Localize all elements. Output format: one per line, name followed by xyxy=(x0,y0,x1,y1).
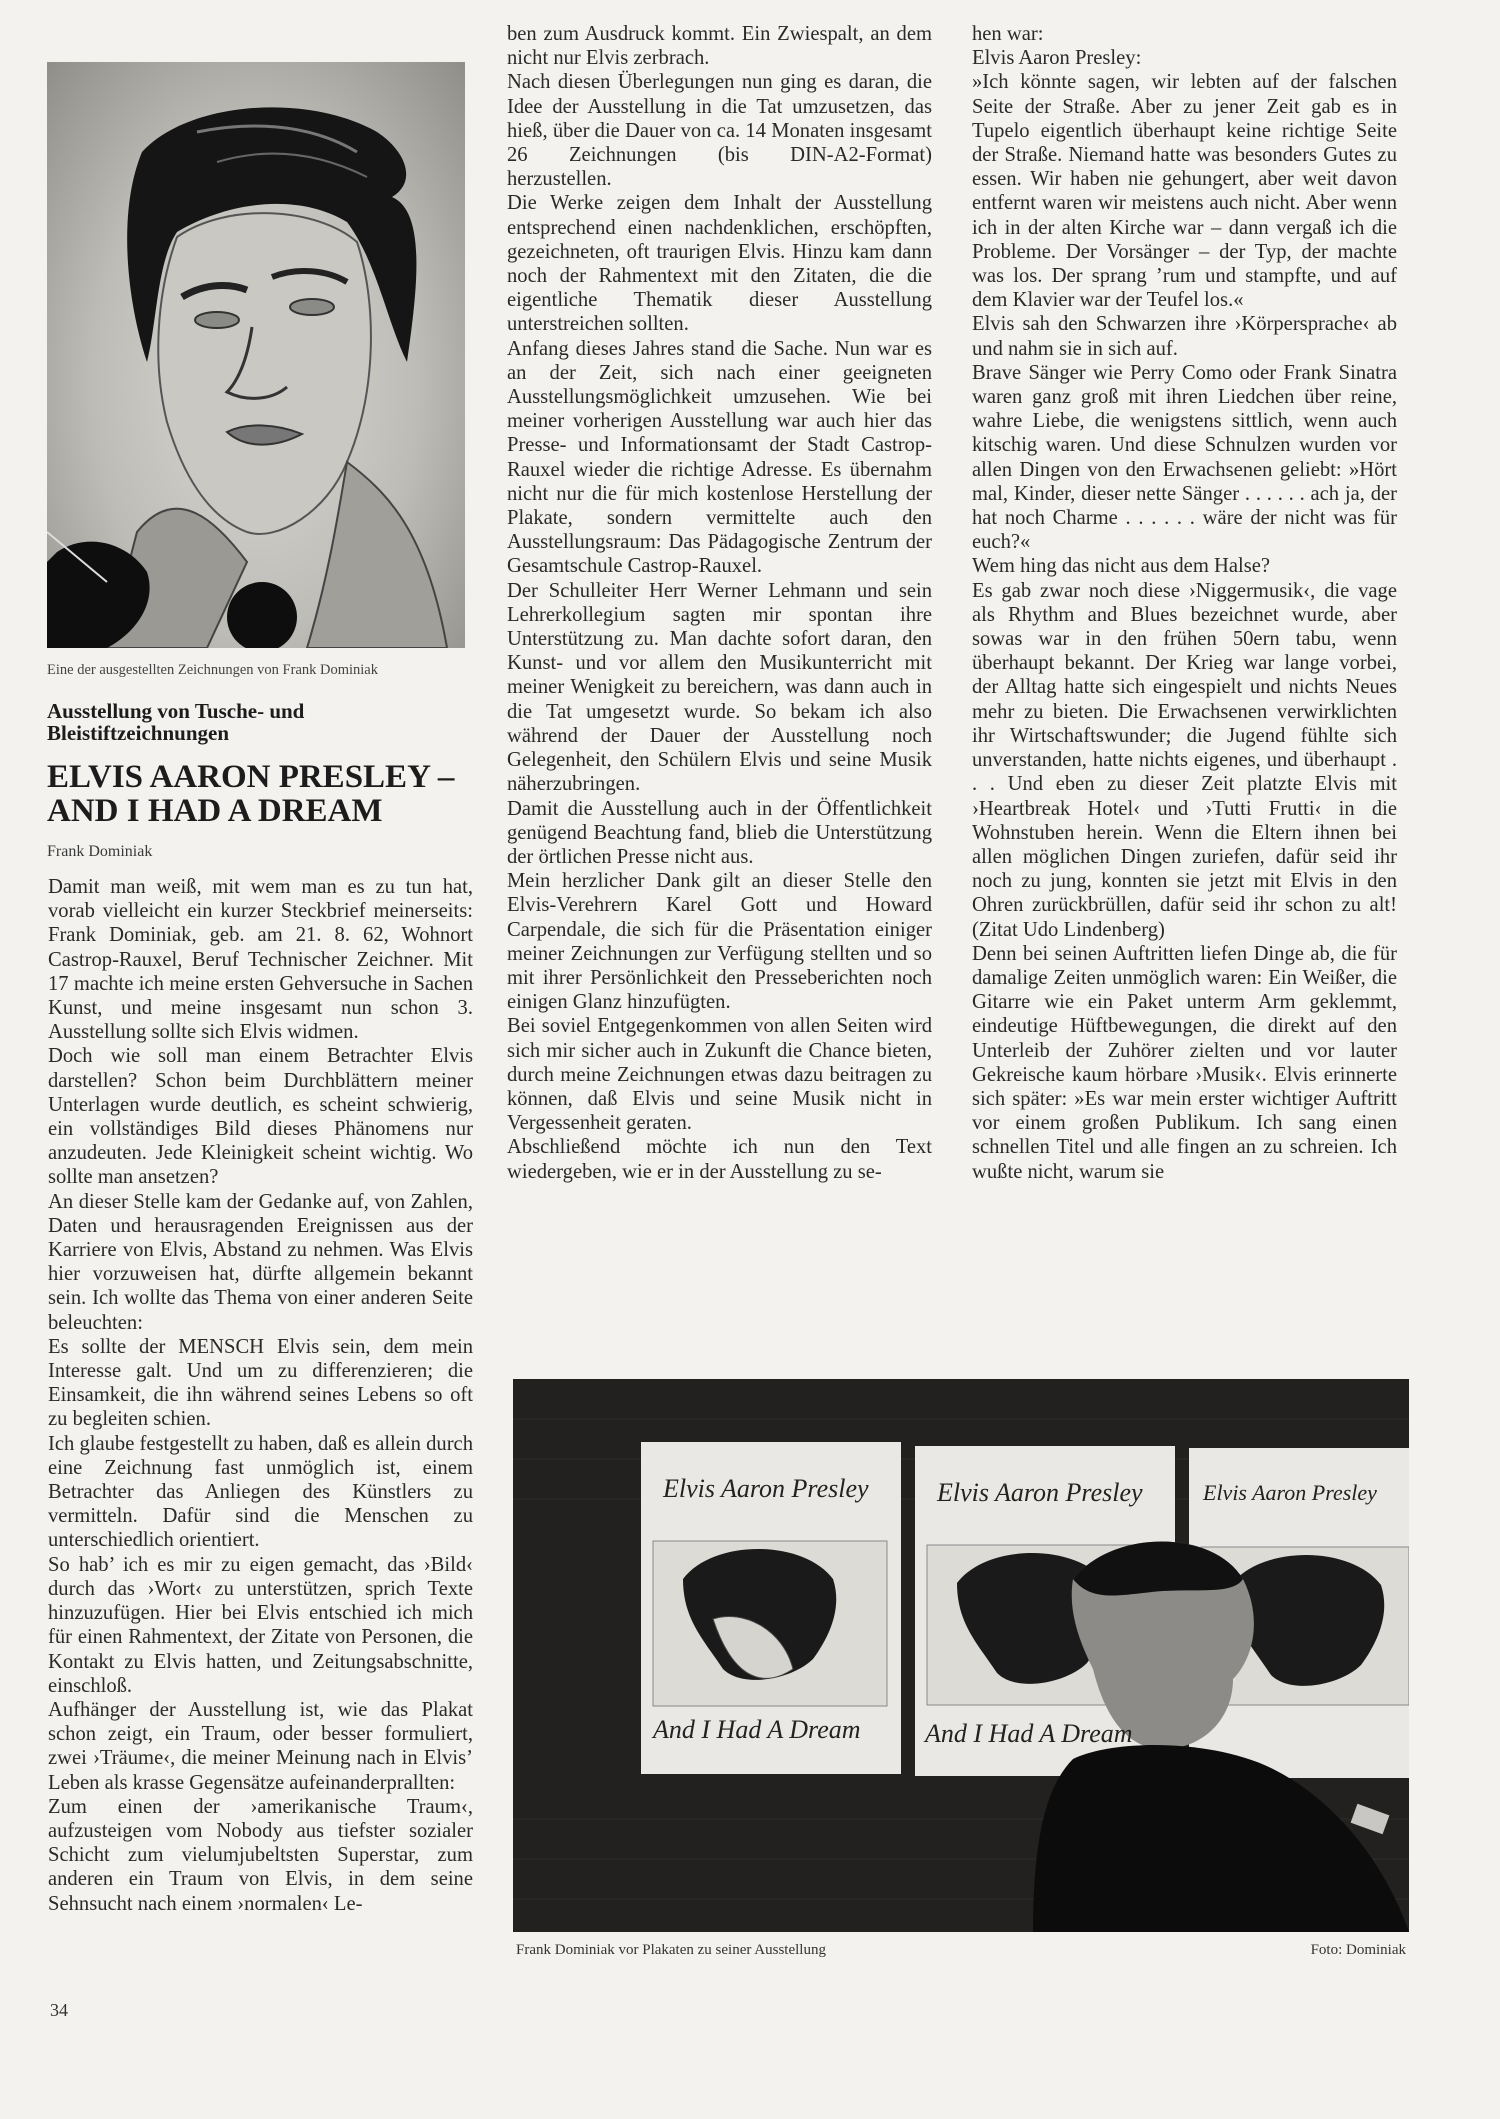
paragraph: Mein herzlicher Dank gilt an dieser Stelle den Elvis-Verehrern Karel Gott und Howard Carpendale, die sich für die Präsentation einiger meiner Zeichnungen zur Verfügung stellten und so mit ihrer Persönlichkeit den Presseberichten noch einigen Glanz hinzufügten. xyxy=(507,870,932,1014)
poster-title: Elvis Aaron Presley xyxy=(1203,1480,1377,1505)
elvis-portrait-drawing xyxy=(47,62,465,648)
paragraph: Wem hing das nicht aus dem Halse? xyxy=(972,555,1271,578)
drawing-caption: Eine der ausgestellten Zeichnungen von Frank Dominiak xyxy=(47,662,378,678)
paragraph: Anfang dieses Jahres stand die Sache. Nun war es an der Zeit, sich nach einer geeigneten Ausstellungsmöglichkeit umzusehen. Wie bei meiner vorherigen Ausstellung war auch hier das Presse- und Informationsamt der Stadt Castrop-Rauxel wieder die richtige Adresse. Es übernahm nicht nur die für mich kostenlose Herstellung der Plakate, sondern vermittelte auch den Ausstellungsraum: Das Pädagogische Zentrum der Gesamtschule Castrop-Rauxel. xyxy=(507,337,932,578)
article-column-3 xyxy=(972,22,1397,1184)
exhibition-photo xyxy=(513,1379,1409,1932)
poster-subtitle: And I Had A Dream xyxy=(653,1715,861,1744)
paragraph: Denn bei seinen Auftritten liefen Dinge ab, die für damalige Zeiten unmöglich waren: Ein Weißer, die Gitarre wie ein Paket unterm Arm geklemmt, eindeutige Hüftbewegungen, die direkt auf den Unterleib der Zuhörer zielten und vor lauter Gekreische kaum hörbare ›Musik‹. Elvis erinnerte sich später: »Es war mein erster wichtiger Auftritt vor einem großen Publikum. Ich sang einen schnellen Titel und alle fingen an zu schreien. Ich wußte nicht, warum sie xyxy=(972,942,1397,1183)
paragraph: Nach diesen Überlegungen nun ging es daran, die Idee der Ausstellung in die Tat umzusetzen, das hieß, über die Dauer von ca. 14 Monaten insgesamt 26 Zeichnungen (bis DIN-A2-Format) herzustellen. xyxy=(507,71,932,191)
photo-caption: Frank Dominiak vor Plakaten zu seiner Ausstellung xyxy=(516,1942,826,1958)
paragraph: Damit man weiß, mit wem man es zu tun hat, vorab vielleicht ein kurzer Steckbrief meinerseits: Frank Dominiak, geb. am 21. 8. 62, Wohnort Castrop-Rauxel, Beruf Technischer Zeichner. Mit 17 machte ich meine ersten Gehversuche in Sachen Kunst, und meine insgesamt nun schon 3. Ausstellung sollte sich Elvis widmen. xyxy=(48,876,473,1044)
poster-title: Elvis Aaron Presley xyxy=(937,1478,1143,1507)
paragraph: Aufhänger der Ausstellung ist, wie das Plakat schon zeigt, ein Traum, oder besser formuliert, zwei ›Träume‹, die meiner Meinung nach in Elvis’ Leben als krasse Gegensätze aufeinanderprallten: xyxy=(48,1698,473,1794)
photo-credit: Foto: Dominiak xyxy=(1310,1942,1406,1958)
paragraph: Ich glaube festgestellt zu haben, daß es allein durch eine Zeichnung fast unmöglich ist, einem Betrachter das Anliegen des Künstlers zu vermitteln. Dafür sind die Menschen zu unterschiedlich orientiert. xyxy=(48,1432,473,1552)
paragraph: »Ich könnte sagen, wir lebten auf der falschen Seite der Straße. Aber zu jener Zeit gab es in Tupelo eigentlich überhaupt keine richtige Seite der Straße. Niemand hatte was besonders Gutes zu essen. Wir haben nie gehungert, aber weit davon entfernt waren wir meistens auch nicht. Aber wenn ich in der alten Kirche war – dann vergaß ich die Probleme. Der Vorsänger – der Typ, der machte was los. Der sprang ’rum und stampfte, und auf dem Klavier war der Teufel los.« xyxy=(972,71,1397,312)
article-headline: ELVIS AARON PRESLEY – AND I HAD A DREAM xyxy=(47,759,455,829)
paragraph: So hab’ ich es mir zu eigen gemacht, das ›Bild‹ durch das ›Wort‹ zu unterstützen, sprich Texte hinzuzufügen. Hier bei Elvis entschied ich mich für einen Rahmentext, der Zitate von Personen, die Kontakt zu Elvis hatten, und Zeitungsabschnitte, einschloß. xyxy=(48,1553,473,1697)
article-byline: Frank Dominiak xyxy=(47,843,153,860)
paragraph: Elvis Aaron Presley: xyxy=(972,47,1142,70)
paragraph: Es gab zwar noch diese ›Niggermusik‹, die vage als Rhythm and Blues bezeichnet wurde, aber sowas war in den frühen 50ern tabu, wenn überhaupt bekannt. Der Krieg war lange vorbei, der Alltag hatte sich eingespielt und nichts Neues mehr zu bieten. Die Erwachsenen verwirklichten ihr Wirtschaftswunder; die Jugend fühlte sich unverstanden, hatte nichts eigenes, und überhaupt . . . Und eben zu dieser Zeit platzte Elvis mit ›Heartbreak Hotel‹ und ›Tutti Frutti‹ in die Wohnstuben herein. Wenn die Eltern ihnen bei allen möglichen Dingen zuriefen, dafür seid ihr noch zu jung, konnten sie jetzt mit Elvis in den Ohren zurückbrüllen, dafür seid ihr schon zu alt! (Zitat Udo Lindenberg) xyxy=(972,579,1397,941)
paragraph: Elvis sah den Schwarzen ihre ›Körpersprache‹ ab und nahm sie in sich auf. xyxy=(972,313,1397,360)
paragraph: An dieser Stelle kam der Gedanke auf, von Zahlen, Daten und herausragenden Ereignissen aus der Karriere von Elvis, Abstand zu nehmen. Was Elvis hier vorzuweisen hat, dürfte allgemein bekannt sein. Ich wollte das Thema von einer anderen Seite beleuchten: xyxy=(48,1190,473,1334)
paragraph: ben zum Ausdruck kommt. Ein Zwiespalt, an dem nicht nur Elvis zerbrach. xyxy=(507,23,932,70)
paragraph: Damit die Ausstellung auch in der Öffentlichkeit genügend Beachtung fand, blieb die Unterstützung der örtlichen Presse nicht aus. xyxy=(507,797,932,868)
paragraph: Abschließend möchte ich nun den Text wiedergeben, wie er in der Ausstellung zu se- xyxy=(507,1136,932,1183)
paragraph: Brave Sänger wie Perry Como oder Frank Sinatra waren ganz groß mit ihren Liedchen über reine, wahre Liebe, die wenigstens sittlich, wenn auch kitschig waren. Und diese Schnulzen wurden vor allen Dingen von den Erwachsenen geliebt: »Hört mal, Kinder, dieser nette Sänger . . . . . . ach ja, der hat noch Charme . . . . . . wäre der nicht was für euch?« xyxy=(972,361,1397,554)
paragraph: Es sollte der MENSCH Elvis sein, dem mein Interesse galt. Und um zu differenzieren; die Einsamkeit, die ihn während seines Lebens so oft zu begleiten schien. xyxy=(48,1335,473,1431)
paragraph: hen war: xyxy=(972,23,1044,45)
article-column-1 xyxy=(48,875,473,1916)
paragraph: Die Werke zeigen dem Inhalt der Ausstellung entsprechend einen nachdenklichen, erschöpften, gezeichneten, oft traurigen Elvis. Hinzu kam dann noch der Rahmentext mit den Zitaten, die die eigentliche Thematik dieser Ausstellung unterstreichen sollten. xyxy=(507,192,932,336)
article-kicker: Ausstellung von Tusche- und Bleistiftzeichnungen xyxy=(47,699,305,745)
paragraph: Bei soviel Entgegenkommen von allen Seiten wird sich mir sicher auch in Zukunft die Chance bieten, durch meine Zeichnungen etwas dazu beitragen zu können, daß Elvis und seine Musik nicht in Vergessenheit geraten. xyxy=(507,1015,932,1135)
paragraph: Der Schulleiter Herr Werner Lehmann und sein Lehrerkollegium sagten mir spontan ihre Unterstützung zu. Man dachte sofort daran, den Kunst- und vor allem den Musikunterricht mit meiner Wenigkeit zu bereichern, was dann auch in die Tat umgesetzt wurde. So bekam ich also während der Dauer der Ausstellung noch Gelegenheit, den Schülern Elvis und seine Musik näherzubringen. xyxy=(507,579,932,796)
paragraph: Zum einen der ›amerikanische Traum‹, aufzusteigen vom Nobody aus tiefster sozialer Schicht zum vielumjubeltsten Superstar, zum anderen ein Traum von Elvis, in dem seine Sehnsucht nach einem ›normalen‹ Le- xyxy=(48,1795,473,1915)
poster-title: Elvis Aaron Presley xyxy=(663,1474,869,1503)
poster-subtitle: And I Had A Dream xyxy=(925,1719,1133,1748)
article-column-2 xyxy=(507,22,932,1184)
paragraph: Doch wie soll man einem Betrachter Elvis darstellen? Schon beim Durchblättern meiner Unterlagen wurde deutlich, es scheint schwierig, ein vollständiges Bild dieses Phänomens nur anzudeuten. Jede Kleinigkeit scheint wichtig. Wo sollte man ansetzen? xyxy=(48,1045,473,1189)
page-number: 34 xyxy=(50,2000,68,2020)
